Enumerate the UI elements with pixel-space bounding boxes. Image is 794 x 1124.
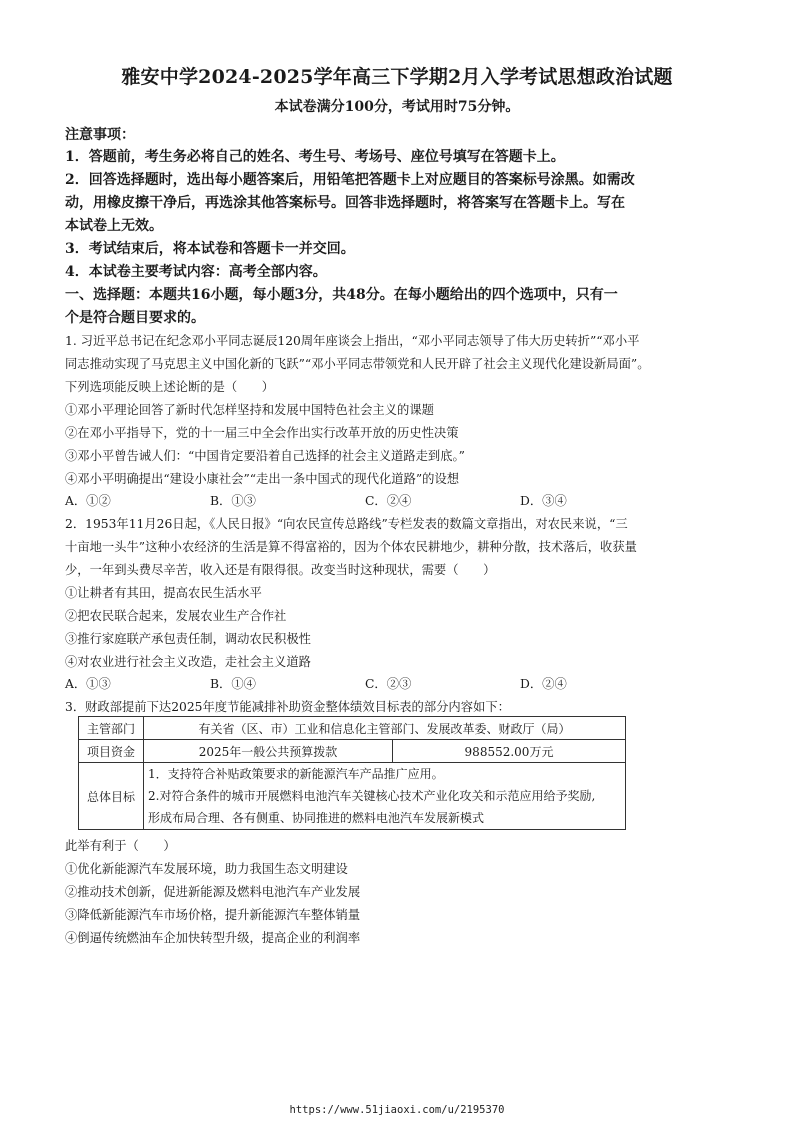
notice-line: 2．回答选择题时，选出每小题答案后，用铅笔把答题卡上对应题目的答案标号涂黑。如需改	[65, 172, 635, 188]
goal-content	[144, 763, 626, 830]
notice-line: 本试卷上无效。	[65, 218, 163, 234]
exam-title: 雅安中学2024-2025学年高三下学期2月入学考试思想政治试题	[121, 66, 673, 88]
q1-option-b[interactable]: B．①③	[210, 494, 256, 508]
table-row	[79, 763, 626, 830]
q1-option-d[interactable]: D．③④	[520, 494, 567, 508]
q2-stem: 2．1953年11月26日起，《人民日报》“向农民宣传总路线”专栏发表的数篇文章指出，对农民来说，“三	[65, 517, 628, 531]
notice-line: 4．本试卷主要考试内容：高考全部内容。	[65, 264, 327, 280]
fund-source: 2025年一般公共预算拨款	[144, 740, 393, 763]
q2-item: ①让耕者有其田，提高农民生活水平	[65, 586, 262, 600]
q1-option-c[interactable]: C．②④	[365, 494, 412, 508]
exam-subtitle: 本试卷满分100分，考试用时75分钟。	[274, 99, 520, 115]
q3-stem: 3．财政部提前下达2025年度节能减排补助资金整体绩效目标表的部分内容如下：	[65, 700, 510, 714]
fund-label: 项目资金	[79, 740, 144, 763]
q2-item: ④对农业进行社会主义改造，走社会主义道路	[65, 655, 311, 669]
goal-line: 2.对符合条件的城市开展燃料电池汽车关键核心技术产业化攻关和示范应用给予奖励,	[148, 789, 596, 803]
q2-option-d[interactable]: D．②④	[520, 677, 567, 691]
q3-item: ①优化新能源汽车发展环境，助力我国生态文明建设	[65, 862, 348, 876]
q2-item: ②把农民联合起来，发展农业生产合作社	[65, 609, 287, 623]
q1-stem: 下列选项能反映上述论断的是（ ）	[65, 380, 275, 394]
q2-stem: 十亩地一头牛”这种小农经济的生活是算不得富裕的，因为个体农民耕地少，耕种分散，技术落后，收获量	[65, 540, 637, 554]
notice-heading: 注意事项：	[65, 127, 135, 143]
q1-item: ③邓小平曾告诫人们：“中国肯定要沿着自己选择的社会主义道路走到底。”	[65, 449, 465, 463]
q1-option-a[interactable]: A．①②	[65, 494, 111, 508]
goal-label: 总体目标	[79, 763, 144, 830]
q3-goal-table	[78, 716, 626, 830]
q2-option-c[interactable]: C．②③	[365, 677, 412, 691]
q2-stem: 少，一年到头费尽辛苦，收入还是有限得很。改变当时这种现状，需要（ ）	[65, 563, 496, 577]
notice-line: 3．考试结束后，将本试卷和答题卡一并交回。	[65, 241, 355, 257]
fund-amount: 988552.00万元	[393, 740, 626, 763]
section-heading: 一、选择题：本题共16小题，每小题3分，共48分。在每小题给出的四个选项中，只有一	[65, 287, 618, 303]
goal-line: 1．支持符合补贴政策要求的新能源汽车产品推广应用。	[148, 767, 444, 781]
q3-item: ②推动技术创新，促进新能源及燃料电池汽车产业发展	[65, 885, 361, 899]
q1-item: ②在邓小平指导下，党的十一届三中全会作出实行改革开放的历史性决策	[65, 426, 459, 440]
q2-option-b[interactable]: B．①④	[210, 677, 256, 691]
q3-item: ④倒逼传统燃油车企加快转型升级，提高企业的利润率	[65, 931, 361, 945]
q1-stem: 同志推动实现了马克思主义中国化新的飞跃”“邓小平同志带领党和人民开辟了社会主义现代化建设新局面”。	[65, 357, 650, 371]
dept-label: 主管部门	[79, 717, 144, 740]
goal-line: 形成布局合理、各有侧重、协同推进的燃料电池汽车发展新模式	[148, 811, 485, 825]
dept-value: 有关省（区、市）工业和信息化主管部门、发展改革委、财政厅（局）	[144, 717, 626, 740]
notice-line: 1．答题前，考生务必将自己的姓名、考生号、考场号、座位号填写在答题卡上。	[65, 149, 565, 165]
section-heading: 个是符合题目要求的。	[65, 310, 205, 326]
q2-options	[65, 674, 685, 692]
q3-item: ③降低新能源汽车市场价格，提升新能源汽车整体销量	[65, 908, 361, 922]
q1-item: ①邓小平理论回答了新时代怎样坚持和发展中国特色社会主义的课题	[65, 403, 434, 417]
q1-item: ④邓小平明确提出“建设小康社会”“走出一条中国式的现代化道路”的设想	[65, 472, 460, 486]
q1-options	[65, 491, 685, 509]
q2-option-a[interactable]: A．①③	[65, 677, 111, 691]
table-row	[79, 740, 626, 763]
table-row	[79, 717, 626, 740]
footer-watermark-link[interactable]: https://www.51jiaoxi.com/u/2195370	[289, 1104, 505, 1116]
q3-question: 此举有利于（ ）	[65, 839, 176, 853]
q1-stem: 1. 习近平总书记在纪念邓小平同志诞辰120周年座谈会上指出，“邓小平同志领导了伟大历史转折”“邓小平	[65, 334, 640, 348]
q2-item: ③推行家庭联产承包责任制，调动农民积极性	[65, 632, 311, 646]
notice-line: 动，用橡皮擦干净后，再选涂其他答案标号。回答非选择题时，将答案写在答题卡上。写在	[65, 195, 625, 211]
